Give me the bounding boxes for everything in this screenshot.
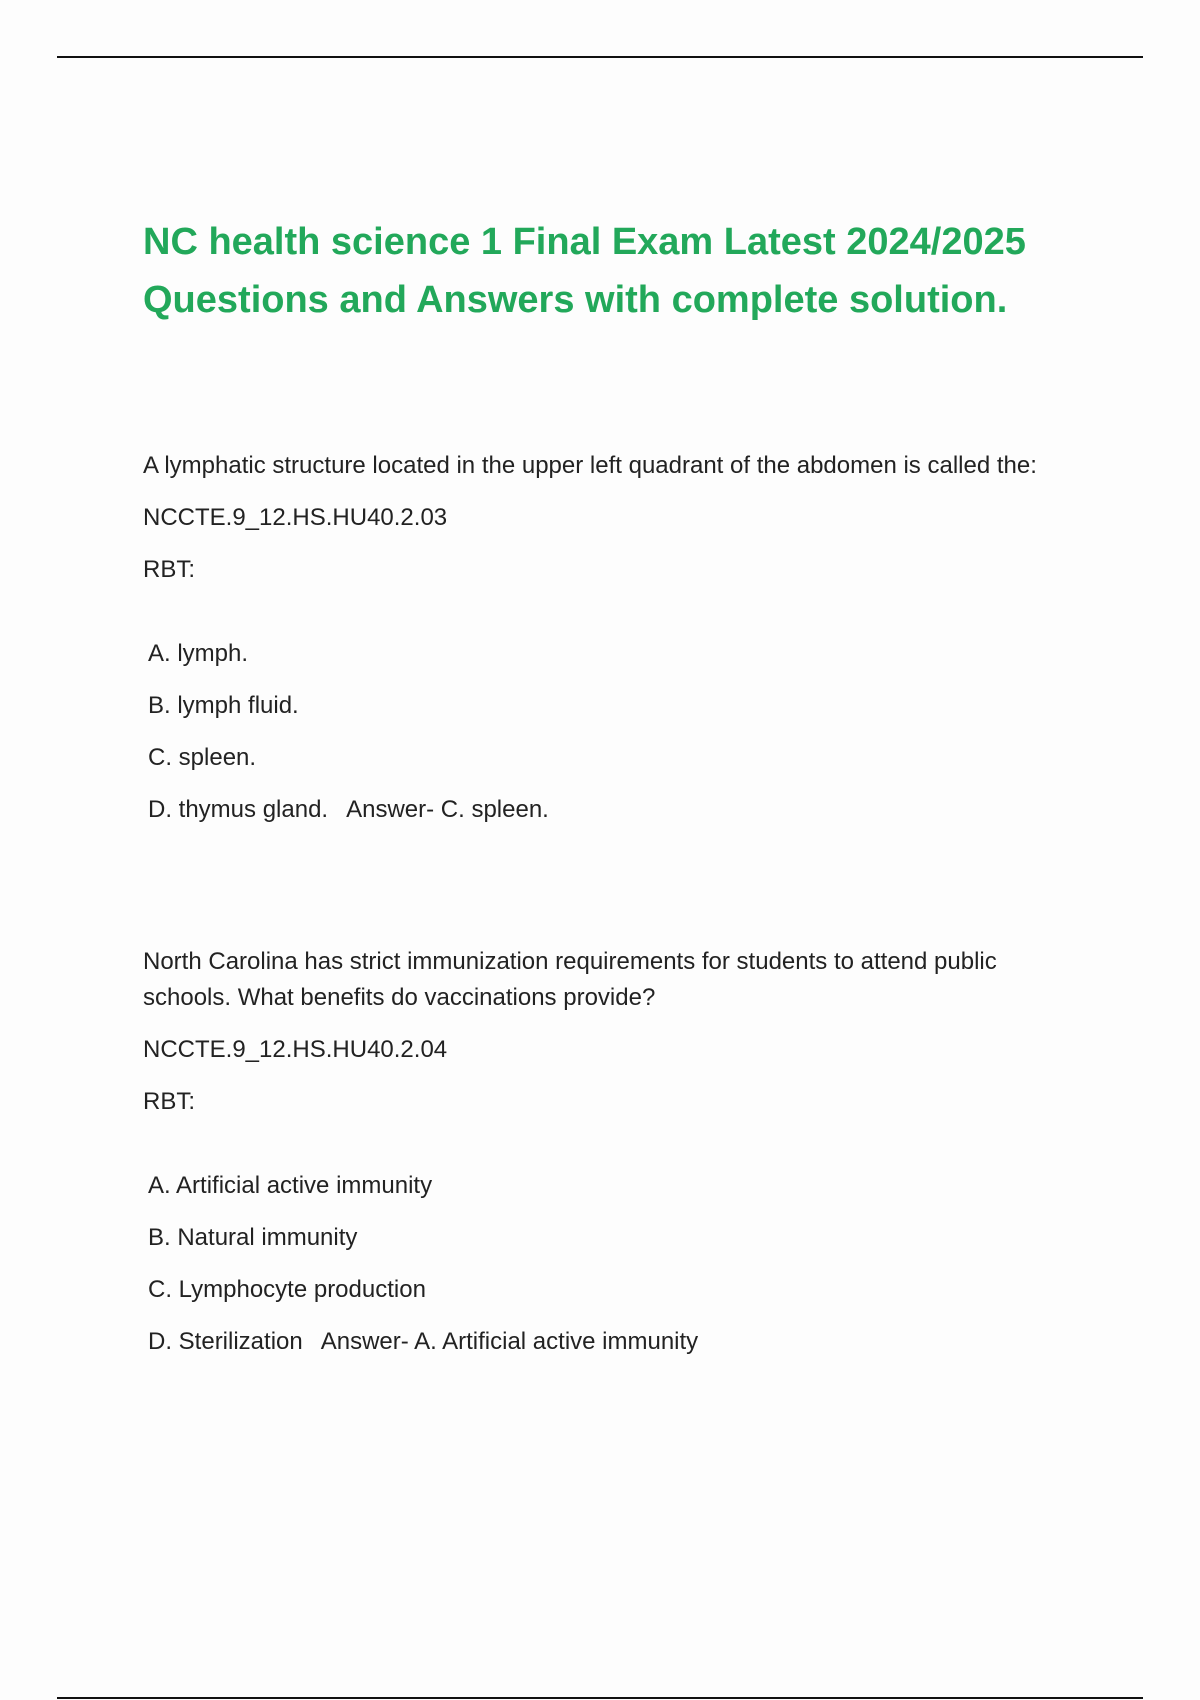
question-block <box>143 448 1083 844</box>
option-a: A. lymph. <box>148 640 249 667</box>
question-prompt: North Carolina has strict immunization requirements for students to attend public schools. What benefits do vaccinations provide? <box>143 948 997 1011</box>
header-rule <box>57 56 1143 58</box>
option-d: D. Sterilization <box>148 1328 303 1355</box>
option-d-with-answer <box>148 792 1083 828</box>
option-b: B. lymph fluid. <box>148 692 299 719</box>
option-d-with-answer <box>148 1324 1083 1360</box>
option-c: C. Lymphocyte production <box>148 1276 426 1303</box>
option-c: C. spleen. <box>148 744 257 771</box>
answer-options <box>148 1168 1083 1360</box>
footer-rule <box>57 1697 1143 1699</box>
rbt-label: RBT: <box>143 556 196 583</box>
question-block <box>143 944 1083 1376</box>
standard-code: NCCTE.9_12.HS.HU40.2.04 <box>143 1036 448 1063</box>
option-a: A. Artificial active immunity <box>148 1172 433 1199</box>
answer-key: Answer- A. Artificial active immunity <box>320 1328 699 1355</box>
option-d: D. thymus gland. <box>148 796 329 823</box>
answer-key: Answer- C. spleen. <box>346 796 549 823</box>
rbt-label: RBT: <box>143 1088 196 1115</box>
document-title: NC health science 1 Final Exam Latest 2024/2025 Questions and Answers with complete solution. <box>143 221 1026 321</box>
question-prompt: A lymphatic structure located in the upper left quadrant of the abdomen is called the: <box>143 452 1037 479</box>
standard-code: NCCTE.9_12.HS.HU40.2.03 <box>143 504 448 531</box>
option-b: B. Natural immunity <box>148 1224 358 1251</box>
answer-options <box>148 636 1083 828</box>
